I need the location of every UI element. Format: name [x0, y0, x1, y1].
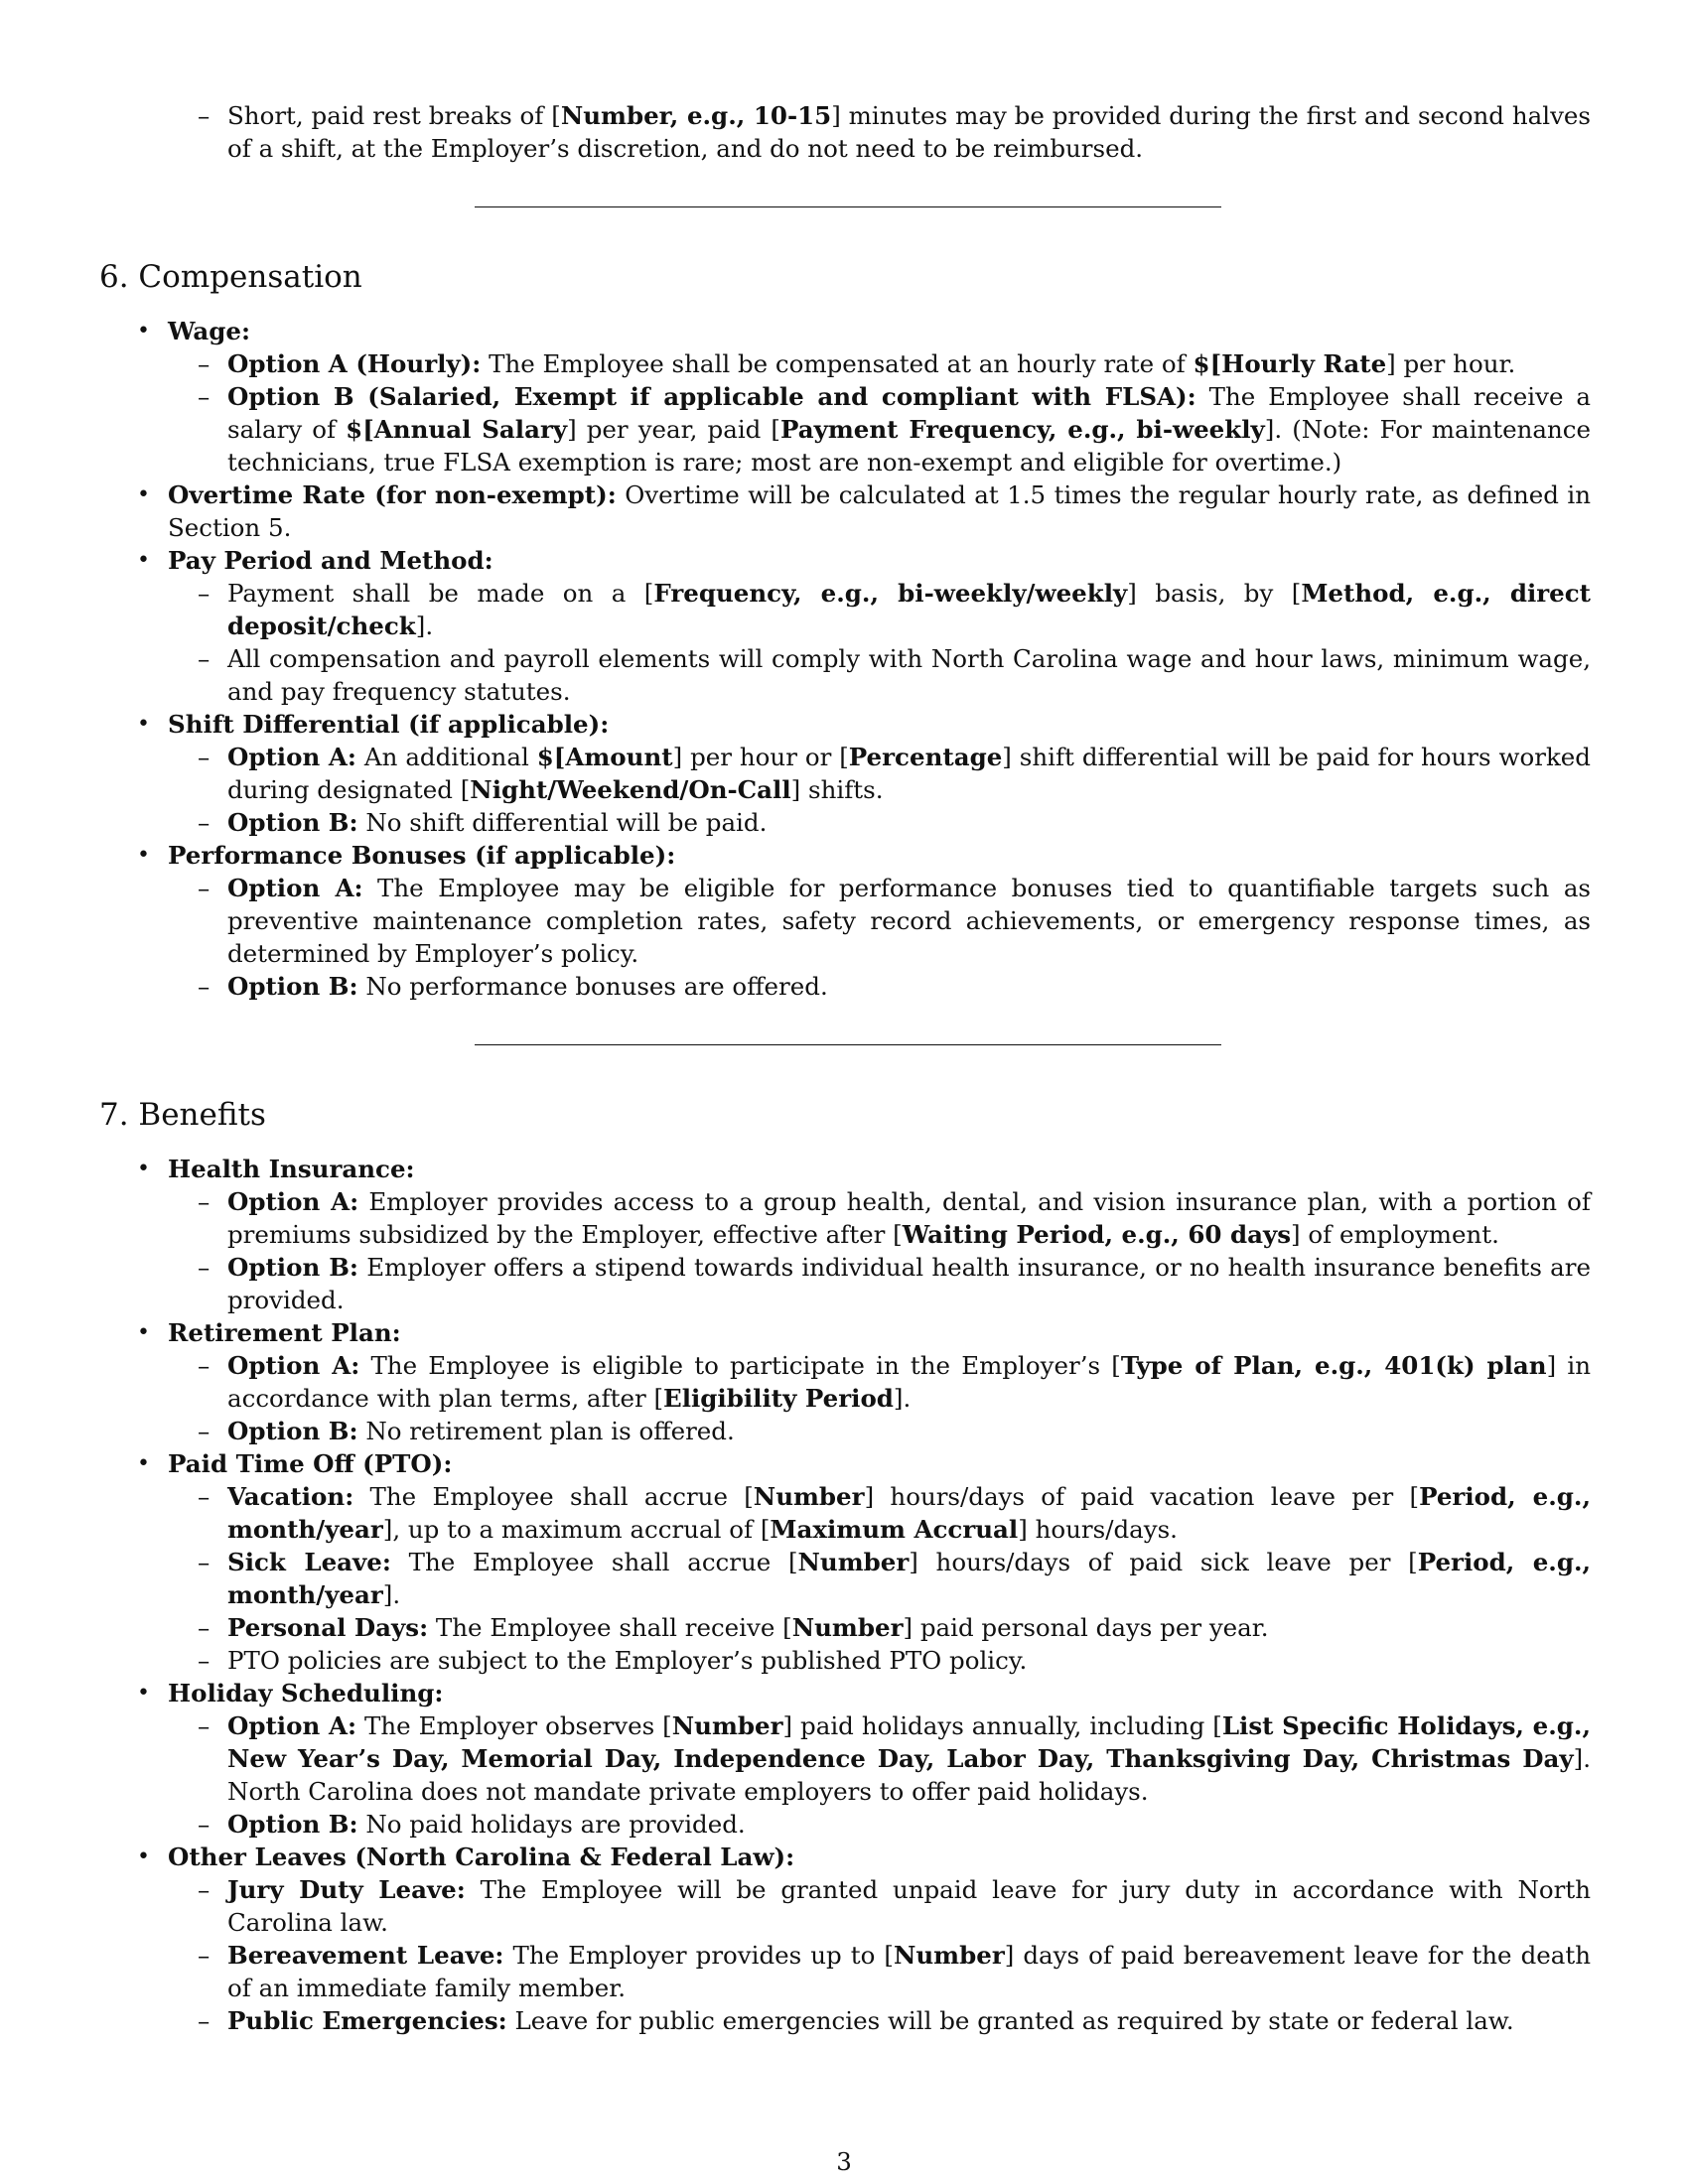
holiday-option-a: [227, 1709, 1591, 1808]
text: ] paid holidays annually, including [: [782, 1711, 1222, 1740]
rest-break-item: [227, 99, 1591, 165]
placeholder: Number, e.g., 10-15: [560, 101, 832, 130]
placeholder: Period, e.g., month/year: [227, 1548, 1592, 1609]
holiday-option-b: [227, 1808, 1591, 1841]
placeholder: $[Annual Salary: [346, 415, 568, 444]
text: An additional: [355, 743, 537, 771]
text: ] hours/days.: [1018, 1515, 1178, 1544]
list-item-shift-differential: [99, 708, 1591, 839]
text: Employer provides access to a group health, dental, and vision insurance plan, with a portion of premiums subsidized by the Employer, effective after [: [227, 1187, 1591, 1249]
option-label: Jury Duty Leave:: [227, 1875, 466, 1904]
text: Employer offers a stipend towards individual health insurance, or no health insurance benefits are provided.: [227, 1253, 1591, 1314]
text: ]. North Carolina does not mandate private employers to offer paid holidays.: [227, 1744, 1591, 1806]
placeholder: Number: [671, 1711, 783, 1740]
list-item-holiday-scheduling: [99, 1677, 1591, 1841]
leave-bereavement: [227, 1939, 1591, 2004]
text: The Employee will be granted unpaid leave for jury duty in accordance with North Carolina law.: [227, 1875, 1591, 1937]
placeholder: Number: [791, 1613, 904, 1642]
text: ] hours/days of paid vacation leave per [: [864, 1482, 1420, 1511]
text: No paid holidays are provided.: [357, 1810, 746, 1839]
shift-option-b: [227, 806, 1591, 839]
list-item-performance-bonuses: [99, 839, 1591, 1003]
text: The Employee may be eligible for performance bonuses tied to quantifiable targets such as preventive maintenance completion rates, safety record achievements, or emergency response times, as determined by Employer’s policy.: [227, 874, 1591, 968]
placeholder: Period, e.g., month/year: [227, 1482, 1591, 1544]
text: The Employee shall receive [: [428, 1613, 792, 1642]
text: ].: [382, 1580, 401, 1609]
placeholder: Night/Weekend/On-Call: [470, 775, 791, 804]
text: All compensation and payroll elements will comply with North Carolina wage and hour laws, minimum wage, and pay frequency statutes.: [227, 644, 1591, 706]
pay-item-1: [227, 577, 1591, 642]
text: The Employee shall be compensated at an hourly rate of: [481, 349, 1194, 378]
retirement-options: [168, 1349, 1591, 1447]
item-label: • Performance Bonuses (if applicable):: [168, 841, 676, 870]
retirement-option-b: [227, 1415, 1591, 1447]
text: No shift differential will be paid.: [357, 808, 768, 837]
bonus-options: [168, 872, 1591, 1003]
option-label: Option B:: [227, 1810, 358, 1839]
list-item-paid-time-off: [99, 1447, 1591, 1677]
holiday-options: [168, 1709, 1591, 1841]
text: ] basis, by [: [1127, 579, 1302, 608]
text: ].: [893, 1384, 912, 1413]
list-item-health-insurance: [99, 1153, 1591, 1316]
option-label: Option A (Hourly):: [227, 349, 482, 378]
option-label: Option B:: [227, 1253, 358, 1282]
text: ].: [415, 612, 434, 640]
shift-options: [168, 741, 1591, 839]
wage-option-a: [227, 347, 1591, 380]
option-label: Option A:: [227, 743, 356, 771]
text: Leave for public emergencies will be granted as required by state or federal law.: [506, 2006, 1514, 2035]
pto-vacation: [227, 1480, 1591, 1546]
placeholder: Payment Frequency, e.g., bi-weekly: [779, 415, 1265, 444]
text: Short, paid rest breaks of [: [227, 101, 561, 130]
text: The Employee shall accrue [: [390, 1548, 798, 1576]
option-label: Option B (Salaried, Exempt if applicable and compliant with FLSA):: [227, 382, 1196, 411]
text: The Employer provides up to [: [503, 1941, 894, 1970]
option-label: Sick Leave:: [227, 1548, 391, 1576]
text: ] per hour or [: [672, 743, 849, 771]
wage-option-b: [227, 380, 1591, 478]
option-label: Option B:: [227, 808, 358, 837]
item-label: Overtime Rate (for non-exempt):: [168, 480, 617, 509]
placeholder: Frequency, e.g., bi-weekly/weekly: [653, 579, 1128, 608]
option-label: Option A:: [227, 1187, 359, 1216]
item-label: • Other Leaves (North Carolina & Federal Law):: [168, 1843, 795, 1871]
text: ] in accordance with plan terms, after [: [227, 1351, 1592, 1413]
list-item-wage: [99, 315, 1591, 478]
text: The Employee shall receive a salary of: [227, 382, 1591, 444]
placeholder: List Specific Holidays, e.g., New Year’s Day, Memorial Day, Independence Day, Labor Day, Thanksgiving Day, Christmas Day: [227, 1711, 1591, 1773]
text: ] shift differential will be paid for hours worked during designated [: [227, 743, 1591, 804]
list-item-retirement-plan: [99, 1316, 1591, 1447]
leave-jury-duty: [227, 1873, 1591, 1939]
health-option-a: [227, 1185, 1591, 1251]
compensation-list: [99, 315, 1591, 1003]
text: ] hours/days of paid sick leave per [: [909, 1548, 1418, 1576]
text: Overtime will be calculated at 1.5 times the regular hourly rate, as defined in Section 5.: [168, 480, 1592, 542]
option-label: Personal Days:: [227, 1613, 429, 1642]
leave-public-emergencies: [227, 2004, 1591, 2037]
text: No retirement plan is offered.: [357, 1417, 735, 1445]
item-label: • Holiday Scheduling:: [168, 1679, 444, 1707]
pto-personal-days: [227, 1611, 1591, 1644]
bonus-option-b: [227, 970, 1591, 1003]
option-label: Option B:: [227, 1417, 358, 1445]
section-heading-compensation: 6. Compensation: [99, 259, 362, 295]
text: ]. (Note: For maintenance technicians, true FLSA exemption is rare; most are non-exempt and eligible for overtime.): [227, 415, 1591, 477]
list-item-overtime: [99, 478, 1591, 544]
text: ] minutes may be provided during the first and second halves of a shift, at the Employer’s discretion, and do not need to be reimbursed.: [227, 101, 1591, 163]
text: PTO policies are subject to the Employer’s published PTO policy.: [227, 1646, 1028, 1675]
option-label: Option B:: [227, 972, 358, 1001]
text: ], up to a maximum accrual of [: [382, 1515, 771, 1544]
placeholder: Method, e.g., direct deposit/check: [227, 579, 1591, 640]
text: ] days of paid bereavement leave for the death of an immediate family member.: [227, 1941, 1591, 2002]
option-label: Bereavement Leave:: [227, 1941, 504, 1970]
text: ] per hour.: [1386, 349, 1516, 378]
placeholder: Percentage: [848, 743, 1003, 771]
page-content: [99, 99, 1591, 2037]
placeholder: Number: [797, 1548, 910, 1576]
list-item-pay-period: [99, 544, 1591, 708]
text: ] shifts.: [790, 775, 884, 804]
item-label: • Shift Differential (if applicable):: [168, 710, 610, 739]
bonus-option-a: [227, 872, 1591, 970]
pto-sick-leave: [227, 1546, 1591, 1611]
placeholder: $[Amount: [536, 743, 673, 771]
text: The Employee is eligible to participate in the Employer’s [: [359, 1351, 1121, 1380]
text: The Employee shall accrue [: [353, 1482, 754, 1511]
option-label: Option A:: [227, 874, 363, 902]
text: ] per year, paid [: [567, 415, 780, 444]
text: ] paid personal days per year.: [903, 1613, 1269, 1642]
health-option-b: [227, 1251, 1591, 1316]
health-options: [168, 1185, 1591, 1316]
item-label: • Retirement Plan:: [168, 1318, 401, 1347]
pto-items: [168, 1480, 1591, 1677]
option-label: Option A:: [227, 1351, 360, 1380]
item-label: • Health Insurance:: [168, 1155, 415, 1183]
placeholder: Type of Plan, e.g., 401(k) plan: [1120, 1351, 1547, 1380]
placeholder: Number: [893, 1941, 1005, 1970]
section-divider: [475, 206, 1221, 207]
section-heading-benefits: 7. Benefits: [99, 1097, 266, 1133]
benefits-list: [99, 1153, 1591, 2037]
option-label: Option A:: [227, 1711, 357, 1740]
rest-break-list: [99, 99, 1591, 165]
placeholder: Number: [753, 1482, 865, 1511]
section-divider: [475, 1044, 1221, 1045]
pto-policy: [227, 1644, 1591, 1677]
placeholder: Waiting Period, e.g., 60 days: [902, 1220, 1291, 1249]
item-label: • Pay Period and Method:: [168, 546, 493, 575]
pay-item-2: [227, 642, 1591, 708]
text: ] of employment.: [1291, 1220, 1499, 1249]
page-number: 3: [836, 2147, 852, 2176]
list-item-other-leaves: [99, 1841, 1591, 2037]
option-label: Public Emergencies:: [227, 2006, 507, 2035]
placeholder: Maximum Accrual: [770, 1515, 1019, 1544]
item-label: • Wage:: [168, 317, 251, 345]
item-label: • Paid Time Off (PTO):: [168, 1449, 453, 1478]
wage-options: [168, 347, 1591, 478]
pay-period-items: [168, 577, 1591, 708]
text: The Employer observes [: [356, 1711, 672, 1740]
placeholder: Eligibility Period: [663, 1384, 894, 1413]
placeholder: $[Hourly Rate: [1193, 349, 1387, 378]
text: Payment shall be made on a [: [227, 579, 654, 608]
retirement-option-a: [227, 1349, 1591, 1415]
option-label: Vacation:: [227, 1482, 354, 1511]
text: No performance bonuses are offered.: [357, 972, 828, 1001]
shift-option-a: [227, 741, 1591, 806]
other-leave-items: [168, 1873, 1591, 2037]
